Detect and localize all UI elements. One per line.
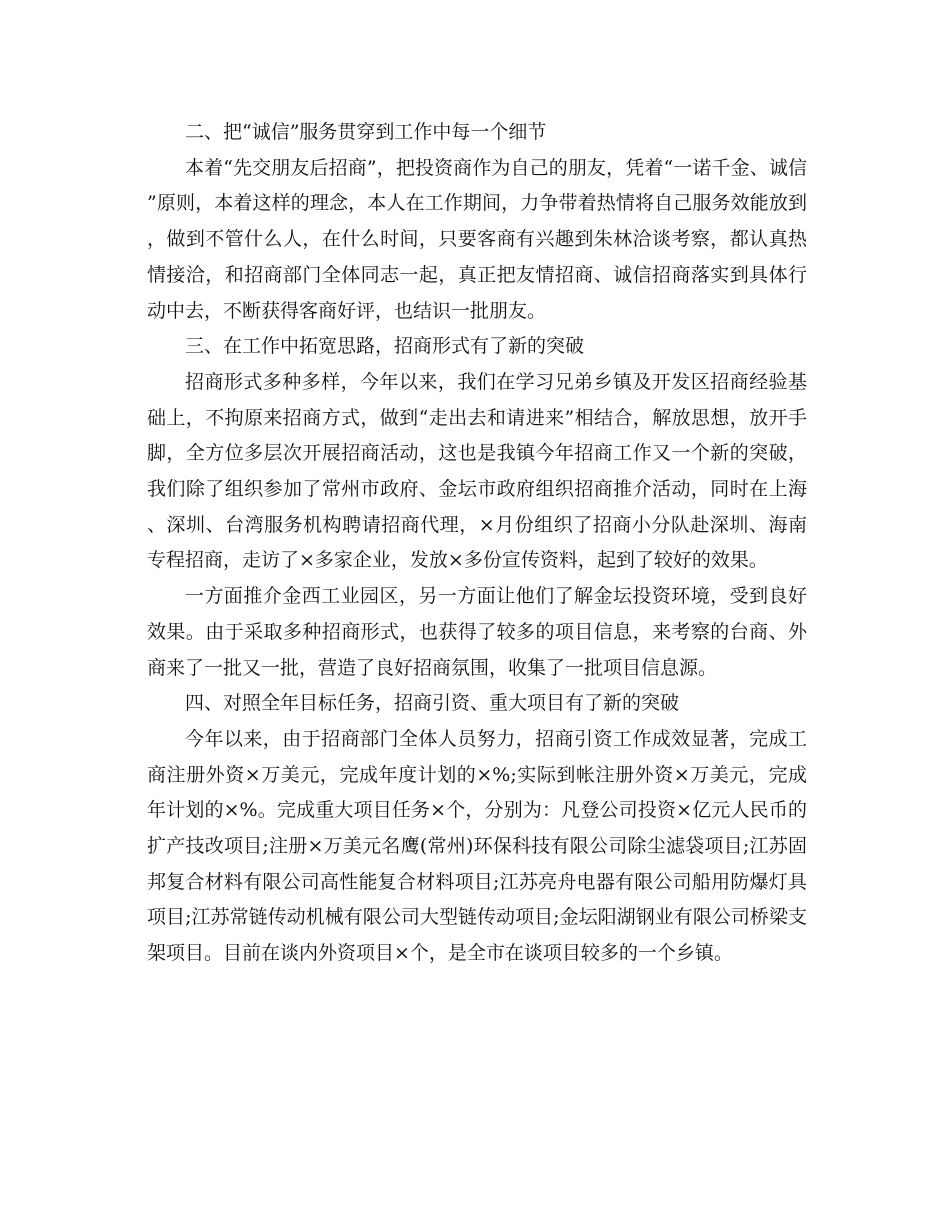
paragraph-promotion-effect: 一方面推介金西工业园区，另一方面让他们了解金坛投资环境，受到良好效果。由于采取多种招商形式，也获得了较多的项目信息，来考察的台商、外商来了一批又一批，营造了良好招商氛围，收集了一批项目信息源。 bbox=[147, 585, 807, 679]
paragraph-investment-forms: 招商形式多种多样，今年以来，我们在学习兄弟乡镇及开发区招商经验基础上，不拘原来招商方式，做到“走出去和请进来”相结合，解放思想，放开手脚，全方位多层次开展招商活动，这也是我镇今年招商工作又一个新的突破，我们除了组织参加了常州市政府、金坛市政府组织招商推介活动，同时在上海、深圳、台湾服务机构聘请招商代理，×月份组织了招商小分队赴深圳、海南专程招商，走访了×多家企业，发放×多份宣传资料，起到了较好的效果。 bbox=[147, 370, 807, 572]
document-body bbox=[147, 115, 807, 972]
paragraph-major-projects: 今年以来，由于招商部门全体人员努力，招商引资工作成效显著，完成工商注册外资×万美元，完成年度计划的×%;实际到帐注册外资×万美元，完成年计划的×%。完成重大项目任务×个，分别为：凡登公司投资×亿元人民币的扩产技改项目;注册×万美元名鹰(常州)环保科技有限公司除尘滤袋项目;江苏固邦复合材料有限公司高性能复合材料项目;江苏亮舟电器有限公司船用防爆灯具项目;江苏常链传动机械有限公司大型链传动项目;金坛阳湖钢业有限公司桥梁支架项目。目前在谈内外资项目×个，是全市在谈项目较多的一个乡镇。 bbox=[147, 727, 807, 965]
section-heading-integrity: 二、把“诚信”服务贯穿到工作中每一个细节 bbox=[185, 121, 547, 143]
section-heading-annual-targets: 四、对照全年目标任务，招商引资、重大项目有了新的突破 bbox=[185, 692, 680, 715]
section-heading-broaden-thinking: 三、在工作中拓宽思路，招商形式有了新的突破 bbox=[185, 335, 585, 358]
paragraph-integrity-service: 本着“先交朋友后招商”，把投资商作为自己的朋友，凭着“一诺千金、诚信”原则，本着这样的理念，本人在工作期间，力争带着热情将自己服务效能放到，做到不管什么人，在什么时间，只要客商有兴趣到朱林洽谈考察，都认真热情接洽，和招商部门全体同志一起，真正把友情招商、诚信招商落实到具体行动中去，不断获得客商好评，也结识一批朋友。 bbox=[147, 156, 807, 322]
